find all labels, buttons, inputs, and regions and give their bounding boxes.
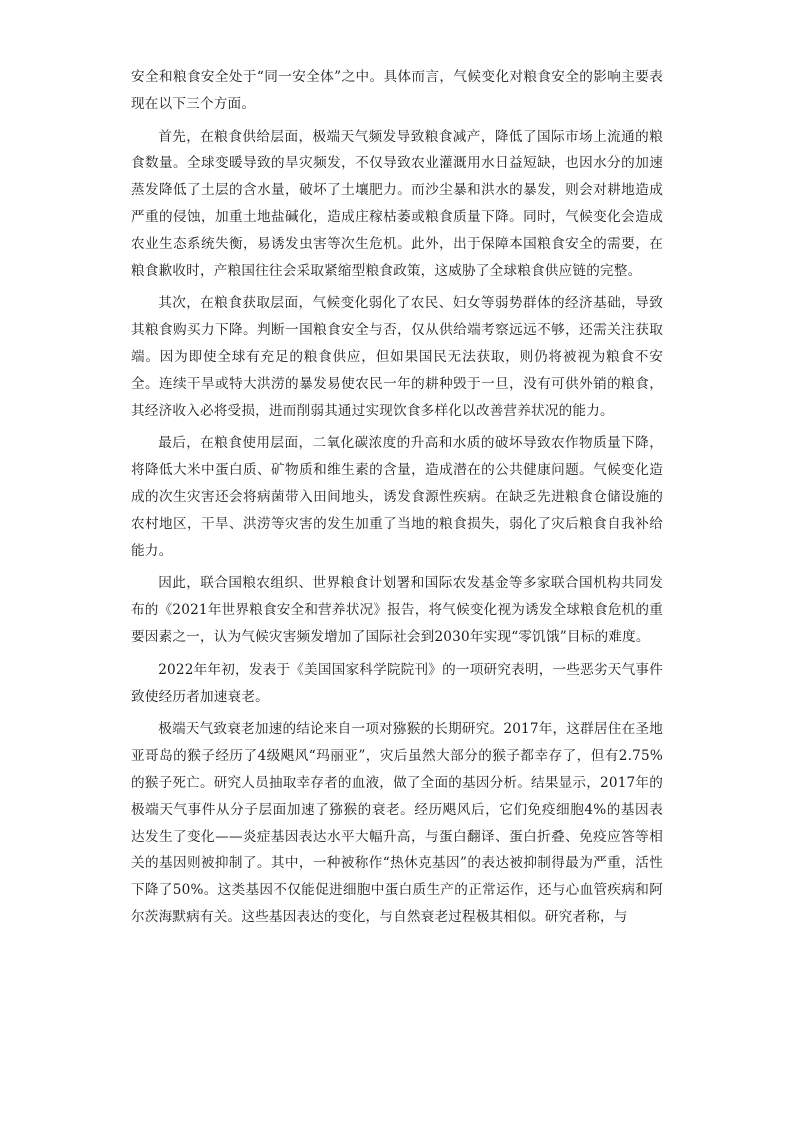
paragraph-4: 最后，在粮食使用层面，二氧化碳浓度的升高和水质的破坏导致农作物质量下降，将降低大米中蛋白质、矿物质和维生素的含量，造成潜在的公共健康问题。气候变化造成的次生灾害还会将病菌带入田间地头，诱发食源性疾病。在缺乏先进粮食仓储设施的农村地区，干旱、洪涝等灾害的发生加重了当地的粮食损失，弱化了灾后粮食自我补给能力。: [131, 435, 663, 559]
paragraph-3: 其次，在粮食获取层面，气候变化弱化了农民、妇女等弱势群体的经济基础，导致其粮食购买力下降。判断一国粮食安全与否，仅从供给端考察远远不够，还需关注获取端。因为即使全球有充足的粮食供应，但如果国民无法获取，则仍将被视为粮食不安全。连续干旱或特大洪涝的暴发易使农民一年的耕种毁于一旦，没有可供外销的粮食，其经济收入必将受损，进而削弱其通过实现饮食多样化以改善营养状况的能力。: [131, 295, 663, 419]
paragraph-2: 首先，在粮食供给层面，极端天气频发导致粮食减产，降低了国际市场上流通的粮食数量。全球变暖导致的旱灾频发，不仅导致农业灌溉用水日益短缺，也因水分的加速蒸发降低了土层的含水量，破坏了土壤肥力。而沙尘暴和洪水的暴发，则会对耕地造成严重的侵蚀，加重土地盐碱化，造成庄稼枯萎或粮食质量下降。同时，气候变化会造成农业生态系统失衡，易诱发虫害等次生危机。此外，出于保障本国粮食安全的需要，在粮食歉收时，产粮国往往会采取紧缩型粮食政策，这威胁了全球粮食供应链的完整。: [131, 128, 663, 279]
paragraph-5: 因此，联合国粮农组织、世界粮食计划署和国际农发基金等多家联合国机构共同发布的《2021年世界粮食安全和营养状况》报告，将气候变化视为诱发全球粮食危机的重要因素之一，认为气候灾害频发增加了国际社会到2030年实现“零饥饿”目标的难度。: [131, 575, 663, 645]
paragraph-7: 极端天气致衰老加速的结论来自一项对猕猴的长期研究。2017年，这群居住在圣地亚哥岛的猴子经历了4级飓风“玛丽亚”，灾后虽然大部分的猴子都幸存了，但有2.75%的猴子死亡。研究人员抽取幸存者的血液，做了全面的基因分析。结果显示，2017年的极端天气事件从分子层面加速了猕猴的衰老。经历飓风后，它们免疫细胞4%的基因表达发生了变化——炎症基因表达水平大幅升高，与蛋白翻译、蛋白折叠、免疫应答等相关的基因则被抑制了。其中，一种被称作“热休克基因”的表达被抑制得最为严重，活性下降了50%。这类基因不仅能促进细胞中蛋白质生产的正常运作，还与心血管疾病和阿尔茨海默病有关。这些基因表达的变化，与自然衰老过程极其相似。研究者称，与: [131, 721, 663, 925]
paragraph-1: 安全和粮食安全处于“同一安全体”之中。具体而言，气候变化对粮食安全的影响主要表现在以下三个方面。: [131, 69, 663, 112]
paragraph-6: 2022年年初，发表于《美国国家科学院院刊》的一项研究表明，一些恶劣天气事件致使经历者加速衰老。: [131, 661, 663, 705]
document-body: [131, 64, 663, 937]
